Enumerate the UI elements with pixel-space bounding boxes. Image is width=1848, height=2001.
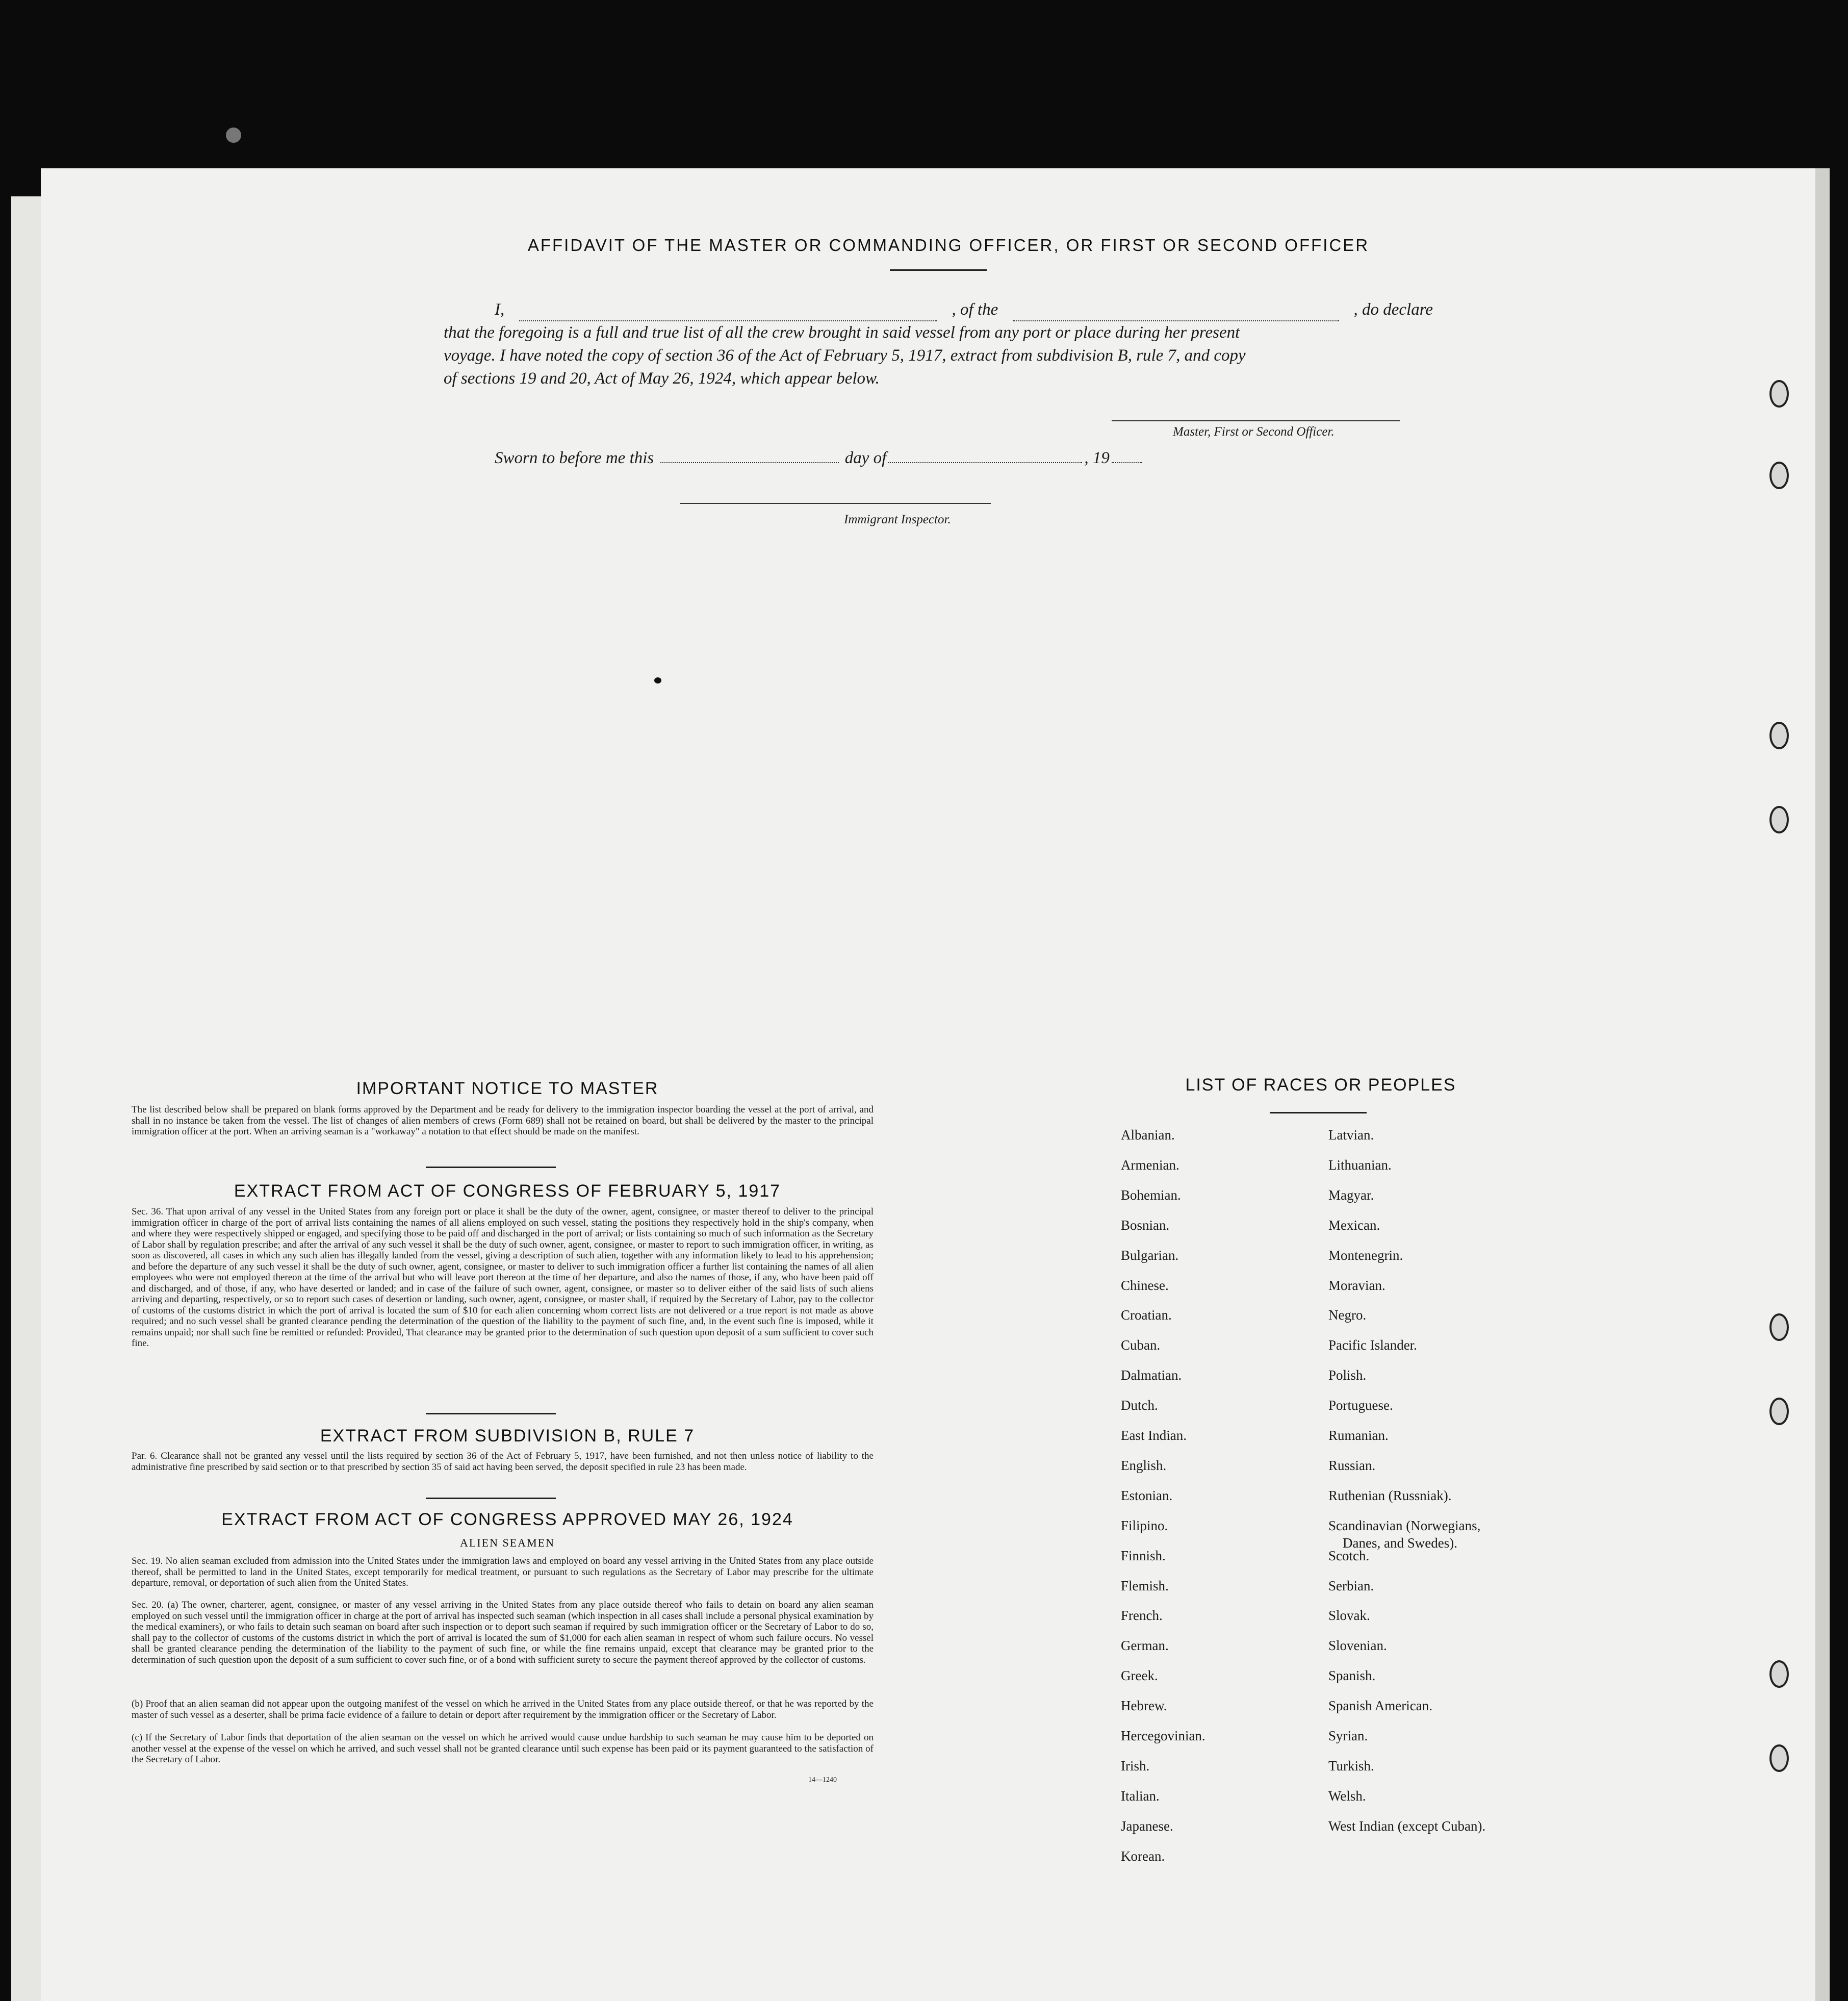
affidavit-title-rule <box>890 269 987 271</box>
sec19-text: Sec. 19. No alien seaman excluded from admission into the United States under the immigration laws and employed on board any vessel arriving in the United States from any place outside thereof, shall be permitted to land in the United States, except temporarily for medical treatment, or pursuant to such regulations as the Secretary of Labor may prescribe for the ultimate departure, removal, or deportation of such alien from the United States. <box>132 1556 874 1588</box>
race-item: Dutch. <box>1121 1398 1158 1413</box>
extract-1917-title: EXTRACT FROM ACT OF CONGRESS OF FEBRUARY 5, 1917 <box>234 1181 781 1201</box>
race-item: Irish. <box>1121 1758 1150 1774</box>
section-rule <box>426 1413 556 1414</box>
race-item: Spanish. <box>1328 1668 1376 1684</box>
race-item: Armenian. <box>1121 1157 1179 1173</box>
race-item: Bulgarian. <box>1121 1247 1179 1263</box>
vessel-name-field[interactable] <box>1013 314 1339 321</box>
rule7-text: Par. 6. Clearance shall not be granted any vessel until the lists required by section 36 of the Act of February 5, 1917, have been furnished, and not then unless notice of liability to the administrative fine prescribed by said section or to that prescribed by section 35 of said act having been served, the deposit specified in rule 23 has been made. <box>132 1451 874 1473</box>
punch-hole <box>1769 1398 1789 1425</box>
race-item: East Indian. <box>1121 1428 1187 1443</box>
race-item: Japanese. <box>1121 1818 1173 1834</box>
paper-edge-left <box>11 196 41 2001</box>
race-item: Croatian. <box>1121 1307 1172 1323</box>
race-item: Magyar. <box>1328 1187 1374 1203</box>
notice-title: IMPORTANT NOTICE TO MASTER <box>356 1079 659 1098</box>
sworn-year-field[interactable] <box>1112 456 1142 463</box>
race-item: Hebrew. <box>1121 1698 1167 1714</box>
race-item: Estonian. <box>1121 1487 1173 1503</box>
race-item: French. <box>1121 1608 1163 1624</box>
race-item: Cuban. <box>1121 1337 1161 1353</box>
races-title-rule <box>1270 1112 1367 1113</box>
extract-1917-text: Sec. 36. That upon arrival of any vessel in the United States from any foreign port or place it shall be the duty of the owner, agent, consignee, or master thereof to deliver to the principal immigration officer in charge of the port of arrival lists containing the names of all aliens employed on such vessel, stating the positions they respectively hold in the ship's company, when and where they were respectively shipped or engaged, and specifying those to be paid off and discharged in the port of arrival; or lists containing so much of such information as the Secretary of Labor shall by regulation prescribe; and after the arrival of any such vessel it shall be the duty of such owner, agent, consignee, or master to report to such immigration officer, in writing, as soon as discovered, all cases in which any such alien has illegally landed from the vessel, giving a description of such alien, together with any information likely to lead to his apprehension; and before the departure of any such vessel it shall be the duty of such owner, agent, consignee, or master to deliver to such immigration officer a further list containing the names of all alien employees who were not employed thereon at the time of the arrival but who will leave port thereon at the time of her departure, and also the names of those, if any, who have been paid off and discharged, and of those, if any, who have deserted or landed; and in case of the failure of such owner, agent, consignee, or master so to deliver either of the said lists of such aliens arriving and departing, respectively, or so to report such cases of desertion or landing, such owner, agent, consignee, or master shall, if required by the Secretary of Labor, pay to the collector of customs of the customs district in which the port of arrival is located the sum of $10 for each alien concerning whom correct lists are not delivered or a true report is not made as above required; and no such vessel shall be granted clearance pending the determination of the question of the liability to the payment of such fine, and, in the event such fine is imposed, while it remains unpaid; nor shall such fine be remitted or refunded: Provided, That clearance may be granted prior to the determination of such question upon deposit of a sum sufficient to cover such fine. <box>132 1206 874 1349</box>
race-item: Italian. <box>1121 1788 1160 1804</box>
race-item: Slovak. <box>1328 1608 1370 1624</box>
race-item: Lithuanian. <box>1328 1157 1392 1173</box>
race-item: Montenegrin. <box>1328 1247 1403 1263</box>
race-item: English. <box>1121 1457 1167 1473</box>
notice-text: The list described below shall be prepared on blank forms approved by the Department and be ready for delivery to the immigration inspector boarding the vessel at the port of arrival, and shall in no instance be taken from the vessel. The list of changes of alien members of crews (Form 689) shall not be retained on board, but shall be delivered by the master to the principal immigration officer at the port. When an arriving seaman is a "workaway" a notation to that effect should be made on the manifest. <box>132 1104 874 1137</box>
sworn-statement <box>495 449 1144 468</box>
extract-1924-title: EXTRACT FROM ACT OF CONGRESS APPROVED MAY 26, 1924 <box>221 1510 793 1529</box>
form-number: 14—1240 <box>808 1776 837 1784</box>
race-item: Portuguese. <box>1328 1398 1393 1413</box>
race-item: Filipino. <box>1121 1517 1168 1533</box>
race-item: Negro. <box>1328 1307 1367 1323</box>
race-item: Turkish. <box>1328 1758 1374 1774</box>
race-item: Mexican. <box>1328 1217 1380 1233</box>
punch-hole <box>1769 722 1789 749</box>
punch-hole <box>1769 806 1789 833</box>
paper-edge-right <box>1815 168 1830 2001</box>
race-item: Scotch. <box>1328 1548 1370 1563</box>
extract-1924-subtitle: ALIEN SEAMEN <box>460 1536 555 1549</box>
sec20c-text: (c) If the Secretary of Labor finds that deportation of the alien seaman on the vessel on which he arrived would cause undue hardship to such seaman he may cause him to be deported on another vessel at the expense of the vessel on which he arrived, and such vessel shall not be granted clearance until such expense has been paid or its payment guaranteed to the satisfaction of the Secretary of Labor. <box>132 1732 874 1765</box>
day-of-label: day of <box>844 449 887 467</box>
dust-speck <box>654 677 661 683</box>
inspector-label: Immigrant Inspector. <box>844 513 951 526</box>
affidavit-line-1 <box>444 298 1433 321</box>
affidavit-body <box>444 298 1433 390</box>
affidavit-declare: , do declare <box>1353 300 1433 319</box>
race-item: Slovenian. <box>1328 1638 1387 1654</box>
race-item: Welsh. <box>1328 1788 1366 1804</box>
race-item: Bosnian. <box>1121 1217 1170 1233</box>
punch-hole <box>1769 1313 1789 1341</box>
race-item: Ruthenian (Russniak). <box>1328 1487 1452 1503</box>
race-item: Rumanian. <box>1328 1428 1389 1443</box>
race-item: West Indian (except Cuban). <box>1328 1818 1486 1834</box>
race-item: Syrian. <box>1328 1728 1368 1743</box>
race-item: Russian. <box>1328 1457 1376 1473</box>
race-item: Serbian. <box>1328 1578 1374 1593</box>
master-name-field[interactable] <box>519 314 937 321</box>
sworn-date-field[interactable] <box>660 456 839 463</box>
year-label: , 19 <box>1084 449 1110 467</box>
race-item: Danes, and Swedes). <box>1343 1535 1457 1551</box>
dust-speck <box>226 128 241 143</box>
affidavit-title: AFFIDAVIT OF THE MASTER OR COMMANDING OFFICER, OR FIRST OR SECOND OFFICER <box>527 236 1370 255</box>
race-item: Spanish American. <box>1328 1698 1432 1714</box>
inspector-signature-line[interactable] <box>680 503 991 504</box>
races-title: LIST OF RACES OR PEOPLES <box>1185 1075 1456 1095</box>
sworn-label: Sworn to before me this <box>495 449 654 467</box>
race-item: German. <box>1121 1638 1169 1654</box>
affidavit-line-4: of sections 19 and 20, Act of May 26, 1924, which appear below. <box>444 369 880 388</box>
affidavit-i: I, <box>495 300 505 319</box>
race-item: Flemish. <box>1121 1578 1169 1593</box>
master-signature-line[interactable] <box>1112 420 1400 421</box>
race-item: Pacific Islander. <box>1328 1337 1417 1353</box>
sec20a-text: Sec. 20. (a) The owner, charterer, agent, consignee, or master of any vessel arriving in the United States from any place outside thereof who fails to detain on board any alien seaman employed on such vessel until the immigration officer in charge at the port of arrival has inspected such seaman (which inspection in all cases shall include a personal physical examination by the medical examiners), or who fails to detain such seaman on board after such inspection or to deport such seaman if required by such immigration officer or the Secretary of Labor to do so, shall pay to the collector of customs of the customs district in which the port of arrival is located the sum of $1,000 for each alien seaman in respect of whom such failure occurs. No vessel shall be granted clearance pending the determination of the liability to the payment of such fine, or while the fine remains unpaid, except that clearance may be granted prior to the determination of such question upon the deposit of a sum sufficient to cover such fine, or of a bond with sufficient surety to secure the payment thereof approved by the collector of customs. <box>132 1600 874 1665</box>
punch-hole <box>1769 1744 1789 1772</box>
rule7-title: EXTRACT FROM SUBDIVISION B, RULE 7 <box>320 1426 695 1446</box>
race-item: Polish. <box>1328 1367 1367 1383</box>
race-item: Moravian. <box>1328 1277 1385 1293</box>
punch-hole <box>1769 1660 1789 1688</box>
race-item: Latvian. <box>1328 1127 1374 1143</box>
race-item: Korean. <box>1121 1848 1165 1864</box>
race-item: Albanian. <box>1121 1127 1175 1143</box>
section-rule <box>426 1167 556 1168</box>
affidavit-of-the: , of the <box>952 300 998 319</box>
race-item: Bohemian. <box>1121 1187 1181 1203</box>
punch-hole <box>1769 380 1789 408</box>
punch-hole <box>1769 462 1789 489</box>
race-item: Finnish. <box>1121 1548 1166 1563</box>
sworn-month-field[interactable] <box>888 456 1082 463</box>
race-item: Chinese. <box>1121 1277 1169 1293</box>
affidavit-line-3: voyage. I have noted the copy of section 36 of the Act of February 5, 1917, extract from subdivision B, rule 7, and copy <box>444 346 1246 365</box>
race-item: Hercegovinian. <box>1121 1728 1205 1743</box>
race-item: Dalmatian. <box>1121 1367 1182 1383</box>
race-item: Scandinavian (Norwegians, <box>1328 1517 1481 1533</box>
master-signature-label: Master, First or Second Officer. <box>1173 425 1334 439</box>
section-rule <box>426 1498 556 1499</box>
race-item: Greek. <box>1121 1668 1158 1684</box>
sec20b-text: (b) Proof that an alien seaman did not appear upon the outgoing manifest of the vessel on which he arrived in the United States from any place outside thereof, or that he was reported by the master of such vessel as a deserter, shall be prima facie evidence of a failure to detain or deport after requirement by the immigration officer or the Secretary of Labor. <box>132 1699 874 1720</box>
affidavit-line-2: that the foregoing is a full and true list of all the crew brought in said vessel from any port or place during her present <box>444 323 1240 342</box>
